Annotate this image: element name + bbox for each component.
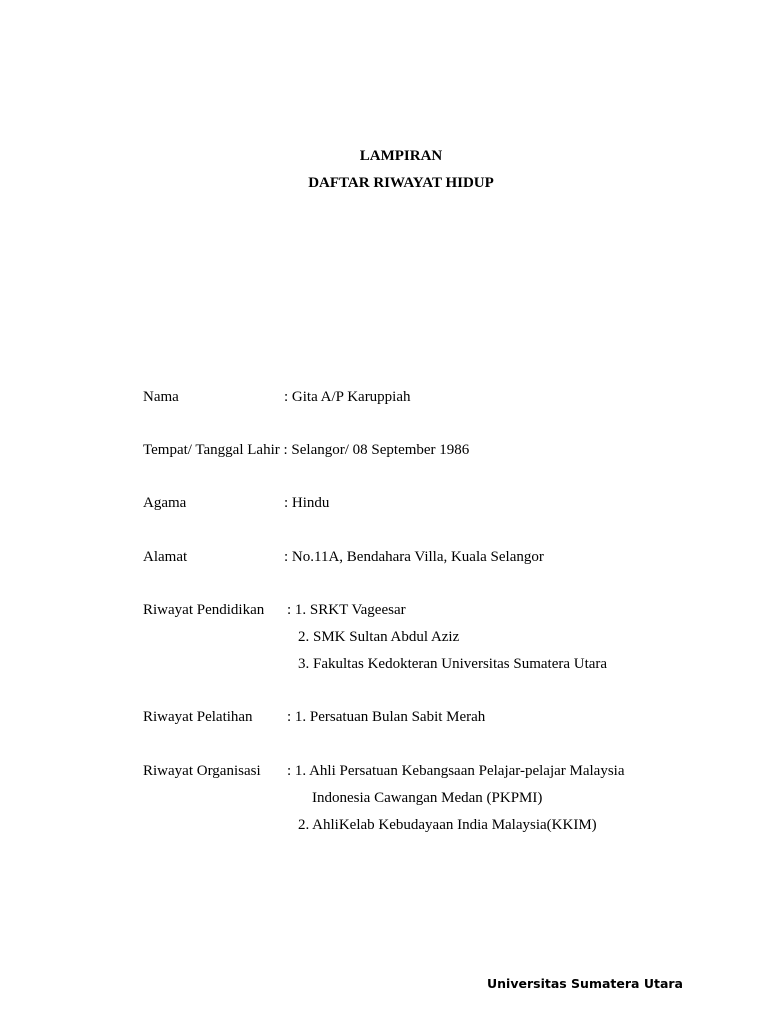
pendidikan-item-3: 3. Fakultas Kedokteran Universitas Sumatera Utara bbox=[298, 656, 608, 672]
footer-institution: Universitas Sumatera Utara bbox=[487, 976, 683, 991]
heading-daftar-riwayat-hidup: DAFTAR RIWAYAT HIDUP bbox=[308, 175, 494, 191]
label-riwayat-organisasi: Riwayat Organisasi bbox=[143, 763, 261, 779]
value-alamat: : No.11A, Bendahara Villa, Kuala Selangor bbox=[284, 549, 544, 565]
pendidikan-item-1: : 1. SRKT Vageesar bbox=[287, 602, 406, 618]
label-agama: Agama bbox=[143, 495, 187, 511]
value-nama: : Gita A/P Karuppiah bbox=[284, 389, 411, 405]
heading-lampiran: LAMPIRAN bbox=[359, 148, 443, 164]
organisasi-item-1-continued: Indonesia Cawangan Medan (PKPMI) bbox=[312, 790, 543, 806]
value-agama: : Hindu bbox=[284, 495, 330, 511]
label-riwayat-pendidikan: Riwayat Pendidikan bbox=[143, 602, 265, 618]
label-riwayat-pelatihan: Riwayat Pelatihan bbox=[143, 709, 253, 725]
pelatihan-item-1: : 1. Persatuan Bulan Sabit Merah bbox=[287, 709, 486, 725]
pendidikan-item-2: 2. SMK Sultan Abdul Aziz bbox=[298, 629, 460, 645]
organisasi-item-2: 2. AhliKelab Kebudayaan India Malaysia(KKIM) bbox=[298, 817, 597, 833]
label-alamat: Alamat bbox=[143, 549, 188, 565]
organisasi-item-1: : 1. Ahli Persatuan Kebangsaan Pelajar-pelajar Malaysia bbox=[287, 763, 625, 779]
text-tempat-tanggal-lahir: Tempat/ Tanggal Lahir : Selangor/ 08 September 1986 bbox=[143, 442, 470, 458]
label-nama: Nama bbox=[143, 389, 179, 405]
